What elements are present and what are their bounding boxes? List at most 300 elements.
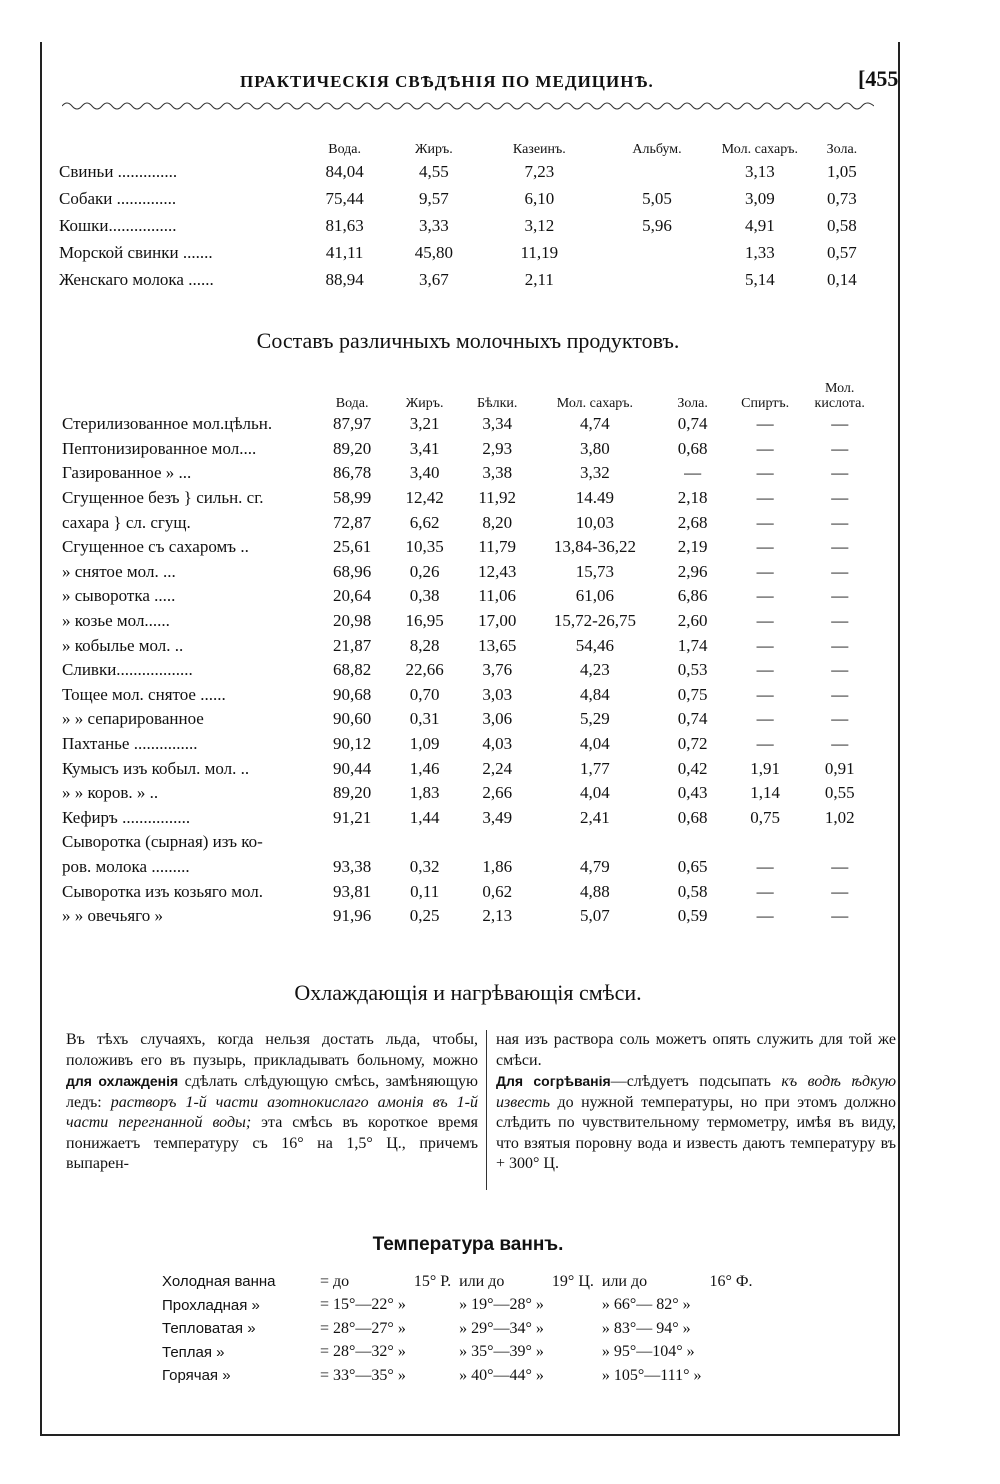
- table-cell: 3,06: [482, 709, 513, 729]
- table-cell: —: [831, 414, 849, 434]
- header-cell: [62, 370, 316, 412]
- table-cell: 86,78: [333, 463, 372, 483]
- table-cell: 1,86: [482, 856, 513, 876]
- table-row: [62, 584, 878, 609]
- table-cell: 0,75: [677, 684, 708, 704]
- table-cell: —: [756, 512, 774, 532]
- table-cell: » 95°—104° »: [601, 1343, 695, 1361]
- table-cell: 1,77: [580, 758, 610, 778]
- table-cell: 3,03: [482, 684, 513, 704]
- bold-run: для охлажденія: [66, 1073, 179, 1089]
- table-cell: [600, 266, 714, 293]
- table-cell: 0,25: [409, 906, 440, 926]
- header-cell: Зола.: [826, 142, 858, 157]
- row-label: Сгущенное безъ } сильн. сг.: [62, 488, 264, 508]
- table-cell: 90,12: [333, 734, 372, 754]
- row-label: Свиньи ..............: [59, 161, 178, 181]
- table-cell: 0,68: [677, 438, 708, 458]
- right-column-text: [496, 1030, 896, 1175]
- table-cell: —: [756, 660, 774, 680]
- table-cell: —: [756, 586, 774, 606]
- table-cell: [388, 830, 461, 855]
- row-label: » кобылье мол. ..: [62, 635, 184, 655]
- table-cell: —: [756, 561, 774, 581]
- italic-run: къ водѣ ѣдкую известь: [496, 1073, 896, 1111]
- table-cell: 1,91: [750, 758, 781, 778]
- table-row: [58, 185, 878, 212]
- table-cell: —: [756, 734, 774, 754]
- table-cell: 14.49: [575, 488, 615, 508]
- table-cell: [548, 1341, 598, 1365]
- table-row: [62, 855, 878, 880]
- table-cell: 58,99: [333, 488, 372, 508]
- table-cell: 1,02: [824, 807, 855, 827]
- table-cell: 6,10: [524, 188, 555, 208]
- table-cell: [533, 830, 656, 855]
- table-row: [62, 510, 878, 535]
- table-cell: » 29°—34° »: [459, 1319, 544, 1337]
- row-label: Морской свинки .......: [59, 242, 213, 262]
- italic-run: растворъ 1-й части азотнокислаго амонія въ 1-й части перегнанной воды;: [66, 1093, 479, 1131]
- table-cell: 3,49: [482, 807, 513, 827]
- table-cell: 2,93: [482, 438, 513, 458]
- table-cell: —: [756, 856, 774, 876]
- table-cell: 21,87: [333, 635, 372, 655]
- table-header-row: [62, 370, 878, 412]
- table-row: [158, 1317, 757, 1341]
- table-cell: 4,74: [580, 414, 610, 434]
- table-cell: 25,61: [333, 537, 372, 557]
- table-cell: [600, 158, 714, 185]
- table-cell: —: [756, 488, 774, 508]
- table-row: [62, 535, 878, 560]
- bold-run: Для согрѣванія: [496, 1073, 611, 1089]
- row-label: Тощее мол. снятое ......: [62, 684, 226, 704]
- table-row: [62, 830, 878, 855]
- table-cell: 5,14: [744, 269, 775, 289]
- row-label: » » овечьяго »: [62, 906, 163, 926]
- table-row: [62, 806, 878, 831]
- table-cell: 0,14: [827, 269, 857, 289]
- row-label: сахара } сл. сгущ.: [62, 512, 191, 532]
- table-cell: 5,07: [580, 906, 610, 926]
- row-label: Холодная ванна: [162, 1273, 276, 1291]
- table-cell: 7,23: [524, 161, 555, 181]
- table-cell: —: [831, 906, 849, 926]
- table-row: [62, 437, 878, 462]
- table-cell: 10,35: [405, 537, 444, 557]
- header-cell: Спиртъ.: [741, 396, 790, 411]
- header-cell: Мол. сахаръ.: [721, 142, 798, 157]
- table-cell: 1,05: [827, 161, 857, 181]
- table-cell: [410, 1317, 455, 1341]
- table-cell: —: [831, 684, 849, 704]
- table-cell: 3,41: [409, 438, 440, 458]
- table-cell: 81,63: [325, 215, 364, 235]
- row-label: Горячая »: [162, 1367, 231, 1385]
- row-label: Кошки................: [59, 215, 177, 235]
- table-cell: 0,73: [827, 188, 857, 208]
- milk-composition-table: [58, 116, 878, 293]
- table-cell: 4,55: [419, 161, 449, 181]
- table-row: [158, 1364, 757, 1388]
- table-row: [62, 879, 878, 904]
- header-cell: [58, 116, 300, 158]
- header-cell: Мол. кислота.: [814, 381, 865, 411]
- table-cell: 9,57: [419, 188, 449, 208]
- table-cell: = 28°—32° »: [320, 1343, 406, 1361]
- table-cell: 1,33: [744, 242, 775, 262]
- table-row: [62, 756, 878, 781]
- bath-temperature-table: [158, 1270, 757, 1388]
- table-cell: 12,43: [478, 561, 517, 581]
- table-cell: 0,26: [409, 561, 440, 581]
- table-cell: —: [831, 611, 849, 631]
- table-cell: —: [831, 856, 849, 876]
- table-cell: [600, 239, 714, 266]
- table-cell: 2,66: [482, 783, 513, 803]
- table-cell: 4,23: [580, 660, 610, 680]
- table-cell: 0,43: [677, 783, 708, 803]
- table-cell: [316, 830, 389, 855]
- table-cell: [705, 1341, 756, 1365]
- table-cell: [410, 1341, 455, 1365]
- table-cell: 90,44: [333, 758, 372, 778]
- running-title: ПРАКТИЧЕСКІЯ СВѢДѢНІЯ ПО МЕДИЦИНѢ.: [240, 72, 654, 91]
- table-row: [58, 239, 878, 266]
- table-cell: 0,75: [750, 807, 781, 827]
- table-cell: 0,55: [824, 783, 855, 803]
- table-cell: —: [831, 488, 849, 508]
- table-cell: 0,38: [409, 586, 440, 606]
- row-label: Газированное » ...: [62, 463, 192, 483]
- table-cell: 2,18: [677, 488, 708, 508]
- header-cell: Зола.: [677, 396, 708, 411]
- table-cell: = 33°—35° »: [320, 1366, 406, 1384]
- table-cell: 54,46: [575, 635, 615, 655]
- table-row: [158, 1341, 757, 1365]
- table-cell: 3,09: [744, 188, 775, 208]
- table-cell: 0,70: [409, 684, 440, 704]
- table-cell: 6,62: [409, 512, 440, 532]
- section-title-mixtures: Охлаждающія и нагрѣвающія смѣси.: [294, 980, 642, 1005]
- table-row: [158, 1294, 757, 1318]
- table-cell: —: [831, 734, 849, 754]
- table-cell: —: [756, 906, 774, 926]
- table-cell: —: [756, 881, 774, 901]
- table-cell: 5,05: [642, 188, 672, 208]
- table-cell: [548, 1317, 598, 1341]
- table-cell: [705, 1317, 756, 1341]
- table-cell: 3,80: [580, 438, 610, 458]
- table-cell: 4,04: [580, 783, 610, 803]
- table-row: [62, 560, 878, 585]
- table-row: [62, 412, 878, 437]
- table-cell: —: [756, 611, 774, 631]
- text-run: Въ тѣхъ случаяхъ, когда нельзя достать льда, чтобы, положивъ его въ пузырь, прикладывать больному, можно: [66, 1031, 478, 1069]
- table-cell: 0,32: [409, 856, 440, 876]
- table-cell: 22,66: [405, 660, 444, 680]
- row-label: » » сепарированное: [62, 709, 204, 729]
- dairy-products-table: [62, 370, 878, 928]
- row-label: Женскаго молока ......: [59, 269, 214, 289]
- table-cell: —: [831, 512, 849, 532]
- table-cell: 8,28: [409, 635, 440, 655]
- row-label: » » коров. » ..: [62, 783, 159, 803]
- table-cell: 2,96: [677, 561, 708, 581]
- table-cell: 10,03: [575, 512, 615, 532]
- table-cell: = 28°—27° »: [320, 1319, 406, 1337]
- table-cell: 3,13: [744, 161, 775, 181]
- table-row: [62, 707, 878, 732]
- table-cell: —: [756, 537, 774, 557]
- table-cell: 0,74: [677, 709, 708, 729]
- table-cell: 90,68: [333, 684, 372, 704]
- row-label: Собаки ..............: [59, 188, 177, 208]
- section-title-baths: Температура ваннъ.: [372, 1234, 564, 1255]
- table-cell: 15,73: [575, 561, 615, 581]
- table-cell: » 40°—44° »: [459, 1366, 544, 1384]
- table-cell: или до: [459, 1272, 505, 1290]
- table-cell: 93,81: [333, 881, 372, 901]
- table-row: [62, 461, 878, 486]
- running-header: [40, 66, 900, 100]
- table-cell: [705, 1294, 756, 1318]
- table-cell: 3,38: [482, 463, 513, 483]
- table-cell: или до: [601, 1272, 648, 1290]
- table-cell: 3,76: [482, 660, 513, 680]
- table-cell: —: [684, 463, 702, 483]
- table-cell: 20,64: [333, 586, 372, 606]
- section-title-dairy: Составъ различныхъ молочныхъ продуктовъ.: [256, 328, 680, 353]
- table-cell: [548, 1294, 598, 1318]
- table-cell: 0,42: [677, 758, 708, 778]
- table-cell: 8,20: [482, 512, 513, 532]
- table-cell: [801, 830, 878, 855]
- row-label: » козье мол......: [62, 611, 170, 631]
- row-label: Тепловатая »: [162, 1320, 256, 1338]
- table-cell: 16,95: [405, 611, 444, 631]
- table-cell: 84,04: [325, 161, 364, 181]
- table-cell: 0,11: [410, 881, 440, 901]
- table-cell: —: [831, 635, 849, 655]
- table-header-row: [58, 116, 878, 158]
- table-cell: —: [831, 438, 849, 458]
- table-cell: 3,32: [580, 463, 610, 483]
- table-cell: 17,00: [478, 611, 517, 631]
- table-cell: 2,19: [677, 537, 708, 557]
- table-cell: 11,06: [478, 586, 516, 606]
- table-cell: 0,62: [482, 881, 513, 901]
- table-cell: —: [831, 660, 849, 680]
- table-cell: 3,33: [419, 215, 449, 235]
- table-cell: 4,79: [580, 856, 610, 876]
- table-cell: 0,72: [677, 734, 708, 754]
- table-cell: 2,68: [677, 512, 708, 532]
- row-label: Теплая »: [162, 1343, 225, 1361]
- table-cell: 2,41: [580, 807, 610, 827]
- row-label: ров. молока .........: [62, 856, 190, 876]
- table-cell: [461, 830, 534, 855]
- row-label: Кефиръ ................: [62, 807, 191, 827]
- table-cell: 0,65: [677, 856, 708, 876]
- table-cell: —: [831, 561, 849, 581]
- table-cell: 11,19: [520, 242, 559, 262]
- table-row: [62, 904, 878, 929]
- table-cell: 3,34: [482, 414, 513, 434]
- table-row: [158, 1270, 757, 1294]
- table-cell: —: [756, 709, 774, 729]
- table-cell: 4,84: [580, 684, 610, 704]
- table-cell: 11,92: [478, 488, 516, 508]
- table-cell: [410, 1294, 455, 1318]
- table-cell: —: [756, 438, 774, 458]
- row-label: » снятое мол. ...: [62, 561, 176, 581]
- table-cell: 0,53: [677, 660, 708, 680]
- table-cell: = до: [320, 1272, 350, 1290]
- row-label: Сыворотка изъ козьяго мол.: [62, 881, 263, 901]
- table-cell: 11,79: [478, 537, 516, 557]
- table-cell: 4,04: [580, 734, 610, 754]
- table-cell: 20,98: [333, 611, 372, 631]
- table-cell: » 83°— 94° »: [601, 1319, 691, 1337]
- header-cell: Казеинъ.: [512, 142, 566, 157]
- header-cell: Жиръ.: [405, 396, 444, 411]
- row-label: » сыворотка .....: [62, 586, 176, 606]
- row-label: Кумысъ изъ кобыл. мол. ..: [62, 758, 250, 778]
- table-cell: 1,09: [409, 734, 440, 754]
- row-label: Стерилизованное мол.цѣльн.: [62, 414, 273, 434]
- table-cell: 0,59: [677, 906, 708, 926]
- table-row: [58, 266, 878, 293]
- table-cell: [410, 1364, 455, 1388]
- table-cell: 72,87: [333, 512, 372, 532]
- table-cell: 4,91: [744, 215, 775, 235]
- table-row: [62, 486, 878, 511]
- table-cell: 0,74: [677, 414, 708, 434]
- table-cell: 0,68: [677, 807, 708, 827]
- table-row: [62, 732, 878, 757]
- row-label: Пахтанье ...............: [62, 734, 198, 754]
- table-cell: —: [831, 586, 849, 606]
- table-cell: = 15°—22° »: [320, 1296, 406, 1314]
- table-cell: 15,72-26,75: [553, 611, 636, 631]
- table-cell: —: [831, 537, 849, 557]
- table-row: [62, 633, 878, 658]
- table-cell: » 66°— 82° »: [601, 1296, 691, 1314]
- table-cell: [548, 1364, 598, 1388]
- table-cell: 1,83: [409, 783, 440, 803]
- row-label: Сгущенное съ сахаромъ ..: [62, 537, 249, 557]
- table-cell: 3,67: [419, 269, 449, 289]
- table-cell: 13,84-36,22: [553, 537, 636, 557]
- table-cell: —: [831, 709, 849, 729]
- table-cell: 12,42: [405, 488, 444, 508]
- table-cell: 0,91: [824, 758, 855, 778]
- table-cell: —: [756, 684, 774, 704]
- header-cell: Вода.: [328, 142, 362, 157]
- table-cell: 2,11: [524, 269, 554, 289]
- table-cell: 4,88: [580, 881, 610, 901]
- header-cell: Вода.: [335, 396, 369, 411]
- table-cell: 89,20: [333, 438, 372, 458]
- header-cell: Альбум.: [632, 142, 682, 157]
- table-cell: » 35°—39° »: [459, 1343, 544, 1361]
- table-row: [62, 658, 878, 683]
- table-cell: 88,94: [325, 269, 364, 289]
- table-cell: 2,24: [482, 758, 513, 778]
- table-cell: 1,46: [409, 758, 440, 778]
- table-cell: 3,40: [409, 463, 440, 483]
- table-cell: 19° Ц.: [551, 1272, 594, 1290]
- table-cell: 41,11: [325, 242, 364, 262]
- table-cell: 1,74: [677, 635, 708, 655]
- table-cell: 3,21: [409, 414, 440, 434]
- column-divider: [486, 1030, 487, 1190]
- header-cell: Мол. сахаръ.: [556, 396, 634, 411]
- row-label: Прохладная »: [162, 1296, 260, 1314]
- table-cell: 1,44: [409, 807, 440, 827]
- text-run: до нужной температуры, но при этомъ должно слѣдить по чувствительному термометру, имѣя въ виду, что взятыя поровну вода и известь даютъ температуру въ + 300° Ц.: [496, 1093, 896, 1172]
- table-row: [58, 212, 878, 239]
- table-cell: 6,86: [677, 586, 708, 606]
- table-cell: —: [756, 414, 774, 434]
- text-run: —слѣдуетъ подсыпать: [610, 1073, 782, 1090]
- text-run: эта смѣсь въ короткое время понижаетъ температуру съ 16° на 1,5° Ц., причемъ выпарен-: [66, 1114, 479, 1172]
- table-row: [62, 781, 878, 806]
- header-cell: Жиръ.: [415, 142, 453, 157]
- table-cell: 91,96: [333, 906, 372, 926]
- decorative-rule: [62, 100, 874, 112]
- text-run: сдѣлать слѣдующую смѣсь, замѣняющую ледъ:: [66, 1073, 478, 1111]
- table-cell: 90,60: [333, 709, 372, 729]
- table-cell: 5,29: [580, 709, 610, 729]
- table-cell: —: [831, 463, 849, 483]
- table-cell: 13,65: [478, 635, 517, 655]
- table-row: [62, 609, 878, 634]
- table-cell: 61,06: [575, 586, 615, 606]
- table-cell: 2,13: [482, 906, 513, 926]
- table-cell: 45,80: [414, 242, 454, 262]
- table-cell: 15° Р.: [413, 1272, 452, 1290]
- table-cell: 0,57: [827, 242, 857, 262]
- table-cell: 68,82: [333, 660, 372, 680]
- table-cell: 16° Ф.: [709, 1272, 753, 1290]
- table-cell: 87,97: [333, 414, 372, 434]
- table-cell: 3,12: [524, 215, 555, 235]
- table-cell: [729, 830, 802, 855]
- row-label: Сливки..................: [62, 660, 193, 680]
- table-cell: 1,14: [750, 783, 781, 803]
- text-run: ная изъ раствора соль можетъ опять служить для той же смѣси.: [496, 1031, 896, 1069]
- table-cell: 0,58: [677, 881, 708, 901]
- table-cell: [705, 1364, 756, 1388]
- table-cell: 91,21: [333, 807, 372, 827]
- table-cell: 5,96: [642, 215, 672, 235]
- table-row: [58, 158, 878, 185]
- table-cell: 0,58: [827, 215, 857, 235]
- row-label: Пептонизированное мол....: [62, 438, 257, 458]
- table-cell: —: [756, 635, 774, 655]
- table-cell: —: [831, 881, 849, 901]
- table-cell: —: [756, 463, 774, 483]
- table-cell: 2,60: [677, 611, 708, 631]
- table-cell: 4,03: [482, 734, 513, 754]
- table-cell: » 19°—28° »: [459, 1296, 544, 1314]
- table-cell: 89,20: [333, 783, 372, 803]
- row-label: Сыворотка (сырная) изъ ко-: [62, 832, 263, 852]
- table-cell: 93,38: [333, 856, 372, 876]
